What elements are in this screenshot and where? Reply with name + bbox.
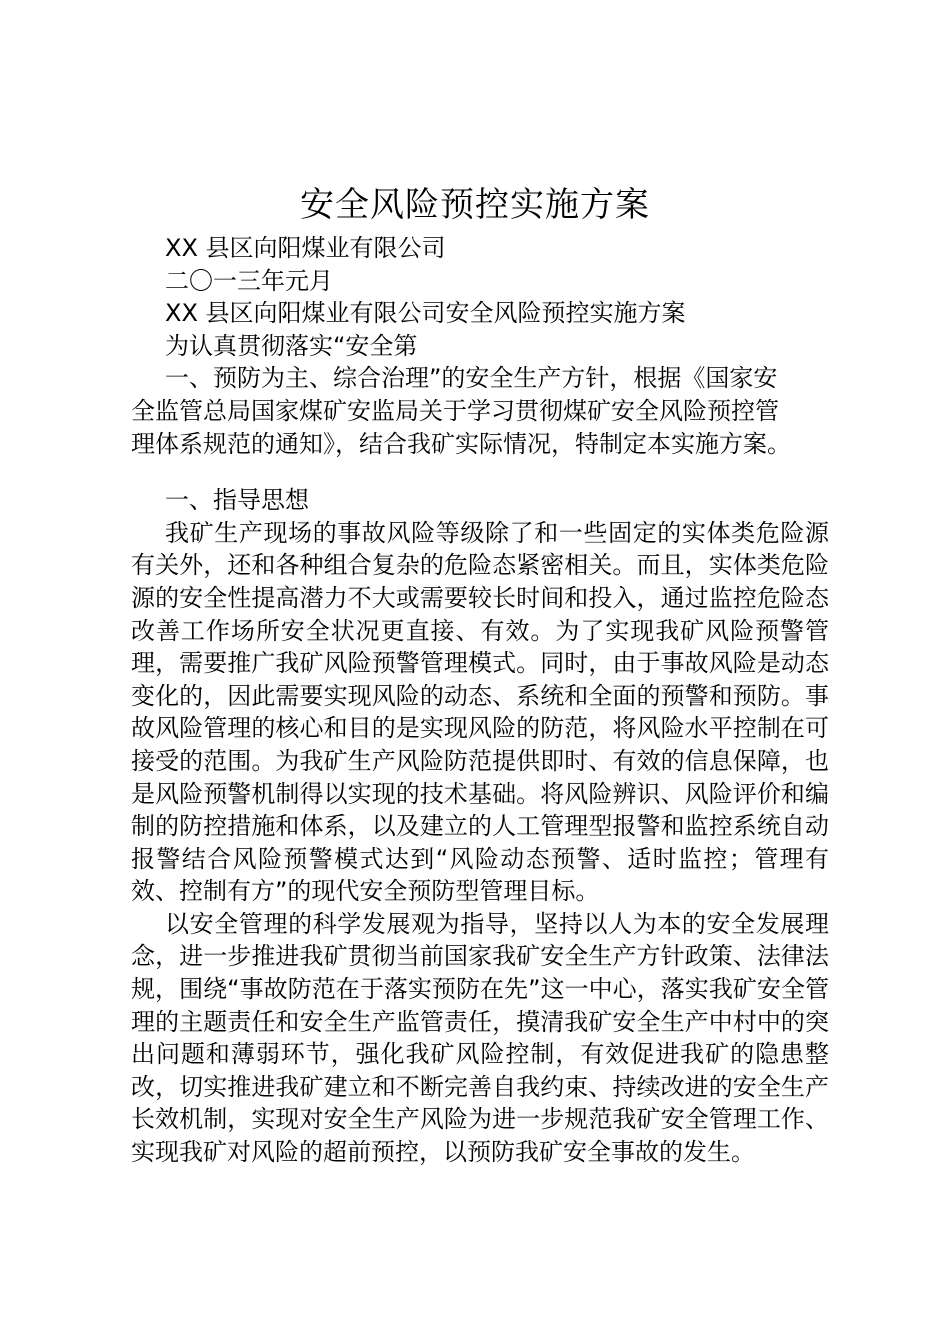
date-line: 二〇一三年元月 bbox=[165, 266, 333, 295]
paragraph-gap bbox=[131, 460, 829, 484]
section-heading: 一、指导思想 bbox=[165, 486, 309, 515]
intro-line: 一、预防为主、综合治理”的安全生产方针，根据《国家安 bbox=[165, 364, 778, 393]
company-name-line: XX 县区向阳煤业有限公司 bbox=[165, 234, 446, 262]
subtitle-line: XX 县区向阳煤业有限公司安全风险预控实施方案 bbox=[165, 299, 686, 328]
intro-line: 理体系规范的通知》，结合我矿实际情况，特制定本实施方案。 bbox=[131, 429, 791, 458]
intro-line: 全监管总局国家煤矿安监局关于学习贯彻煤矿安全风险预控管 bbox=[131, 396, 779, 425]
body-paragraph: 我矿生产现场的事故风险等级除了和一些固定的实体类危险源有关外，还和各种组合复杂的危险态紧密相关。而且，实体类危险源的安全性提高潜力不大或需要较长时间和投入，通过监控危险态改善工作场所安全状况更直接、有效。为了实现我矿风险预警管理，需要推广我矿风险预警管理模式。同时，由于事故风险是动态变化的，因此需要实现风险的动态、系统和全面的预警和预防。事故风险管理的核心和目的是实现风险的防范，将风险水平控制在可接受的范围。为我矿生产风险防范提供即时、有效的信息保障，也是风险预警机制得以实现的技术基础。将风险辨识、风险评价和编制的防控措施和体系，以及建立的人工管理型报警和监控系统自动报警结合风险预警模式达到“风险动态预警、适时监控；管理有效、控制有方”的现代安全预防型管理目标。 bbox=[131, 518, 829, 906]
intro-start-line: 为认真贯彻落实“安全第 bbox=[165, 331, 418, 360]
document-body bbox=[131, 232, 829, 1169]
body-paragraph: 以安全管理的科学发展观为指导，坚持以人为本的安全发展理念，进一步推进我矿贯彻当前国家我矿安全生产方针政策、法律法规，围绕“事故防范在于落实预防在先”这一中心，落实我矿安全管理的主题责任和安全生产监管责任，摸清我矿安全生产中村中的突出问题和薄弱环节，强化我矿风险控制，有效促进我矿的隐患整改，切实推进我矿建立和不断完善自我约束、持续改进的安全生产长效机制，实现对安全生产风险为进一步规范我矿安全管理工作、实现我矿对风险的超前预控，以预防我矿安全事故的发生。 bbox=[131, 909, 829, 1167]
document-title: 安全风险预控实施方案 bbox=[300, 185, 650, 225]
